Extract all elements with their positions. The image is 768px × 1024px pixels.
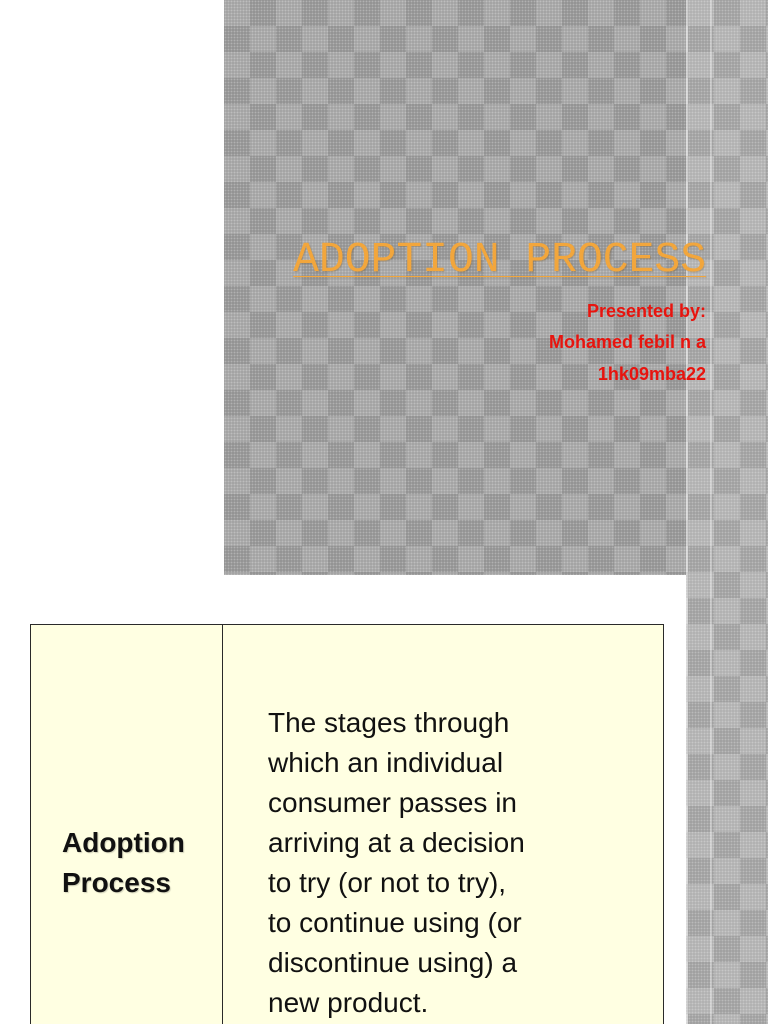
definition-line: to try (or not to try), (268, 867, 507, 898)
presented-by-label: Presented by: (586, 301, 706, 321)
presenter-roll-number: 1hk09mba22 (597, 364, 706, 384)
side-pattern-strip (686, 0, 768, 1024)
definition-line: which an individual (268, 747, 504, 778)
presenter-name: Mohamed febil n a (548, 332, 706, 352)
term-line: Adoption (62, 827, 185, 858)
table-column-divider (222, 625, 223, 1024)
definition-line: discontinue using) a (268, 947, 518, 978)
definition-cell (268, 703, 525, 1023)
strip-divider-line (710, 0, 712, 1024)
definition-line: arriving at a decision (268, 827, 525, 858)
definition-line: consumer passes in (268, 787, 518, 818)
definition-table (30, 624, 664, 1024)
slide-title: ADOPTION PROCESS (293, 235, 706, 284)
definition-line: to continue using (or (268, 907, 522, 938)
term-cell (62, 823, 185, 903)
definition-line: The stages through (268, 707, 510, 738)
term-line: Process (62, 867, 171, 898)
definition-line: new product. (268, 987, 429, 1018)
